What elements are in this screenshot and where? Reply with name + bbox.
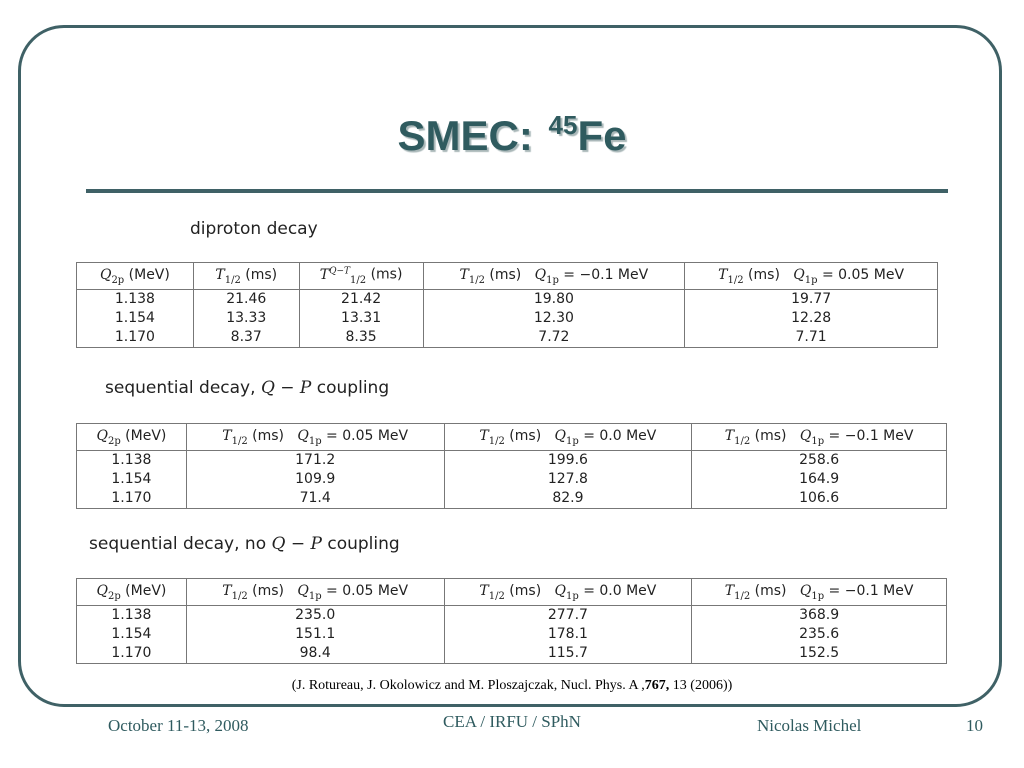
section-label-sequential-no-qp [89,534,400,554]
table-cell: 1.170 [77,489,187,509]
citation-text: (J. Rotureau, J. Okolowicz and M. Ploszajczak, Nucl. Phys. A , [291,678,645,693]
table-cell: 19.80 [423,290,685,310]
table-row [77,489,947,509]
table-header-row [77,424,947,451]
table-cell: 235.6 [692,625,947,644]
table-sequential-no-qp [76,578,947,664]
footer-center-text: CEA / IRFU / SPhN [443,712,581,731]
table-cell: 19.77 [685,290,938,310]
table-cell: 12.30 [423,309,685,328]
header-q1p-00: $T_{1/2}$ (ms) $Q_{1p} = 0.0$ MeV [444,424,692,451]
table-cell: 152.5 [692,644,947,664]
slide-title [0,110,1024,160]
table-cell: 151.1 [186,625,444,644]
header-q1p-005: $T_{1/2}$ (ms) $Q_{1p} = 0.05$ MeV [186,424,444,451]
header-q1p-00: $T_{1/2}$ (ms) $Q_{1p} = 0.0$ MeV [444,579,692,606]
title-element: Fe [577,112,627,159]
section-label-text: diproton decay [190,219,318,239]
table-row [77,644,947,664]
table-cell: 178.1 [444,625,692,644]
header-q2p: $Q_{2p}$ (MeV) [77,424,187,451]
citation-tail: 13 (2006)) [669,678,733,693]
table-row [77,451,947,471]
label-prefix: sequential decay, no [89,534,272,554]
footer-author: Nicolas Michel [757,716,862,735]
header-half-life: $T_{1/2}$ (ms) [193,263,299,290]
table-cell: 1.170 [77,328,194,348]
table-cell: 1.154 [77,470,187,489]
label-suffix: coupling [321,534,400,554]
table-cell: 7.72 [423,328,685,348]
table-cell: 277.7 [444,606,692,626]
table-header-row [77,579,947,606]
label-suffix: coupling [311,378,390,398]
section-label-diproton [190,219,318,239]
header-q1p-005: $T_{1/2}$ (ms) $Q_{1p} = 0.05$ MeV [186,579,444,606]
header-q2p: $Q_{2p}$ (MeV) [77,579,187,606]
table-cell: 7.71 [685,328,938,348]
page-number: 10 [966,716,983,735]
table-cell: 1.138 [77,290,194,310]
header-half-life-qt: $T^{Q-T}_{1/2}$ (ms) [299,263,423,290]
label-math: Q − P [260,378,312,398]
table-cell: 13.31 [299,309,423,328]
table-cell: 199.6 [444,451,692,471]
header-q1p-005: $T_{1/2}$ (ms) $Q_{1p} = 0.05$ MeV [685,263,938,290]
section-label-sequential-qp [105,378,389,398]
table-cell: 106.6 [692,489,947,509]
table-cell: 82.9 [444,489,692,509]
table-cell: 164.9 [692,470,947,489]
table-sequential-qp [76,423,947,509]
table-cell: 12.28 [685,309,938,328]
table-row [77,328,938,348]
header-q1p-neg01: $T_{1/2}$ (ms) $Q_{1p} = -0.1$ MeV [423,263,685,290]
table-cell: 1.154 [77,309,194,328]
citation-volume: 767, [644,678,670,693]
table-cell: 1.138 [77,606,187,626]
header-q1p-neg01: $T_{1/2}$ (ms) $Q_{1p} = -0.1$ MeV [692,579,947,606]
table-cell: 13.33 [193,309,299,328]
title-main: SMEC: [397,112,545,159]
table-cell: 115.7 [444,644,692,664]
table-cell: 98.4 [186,644,444,664]
table-row [77,606,947,626]
label-math: Q − P [271,534,322,554]
title-underline [86,189,948,193]
table-cell: 1.138 [77,451,187,471]
table-cell: 8.37 [193,328,299,348]
title-superscript: 45 [548,110,578,140]
table-cell: 21.42 [299,290,423,310]
table-cell: 21.46 [193,290,299,310]
table-cell: 258.6 [692,451,947,471]
table-cell: 109.9 [186,470,444,489]
table-cell: 1.154 [77,625,187,644]
citation [0,678,1024,694]
table-cell: 1.170 [77,644,187,664]
table-cell: 127.8 [444,470,692,489]
label-prefix: sequential decay, [105,378,261,398]
table-cell: 368.9 [692,606,947,626]
header-q2p: $Q_{2p}$ (MeV) [77,263,194,290]
header-q1p-neg01: $T_{1/2}$ (ms) $Q_{1p} = -0.1$ MeV [692,424,947,451]
table-cell: 235.0 [186,606,444,626]
table-row [77,470,947,489]
footer-center [0,712,1024,732]
table-cell: 171.2 [186,451,444,471]
table-row [77,309,938,328]
table-header-row [77,263,938,290]
footer-date: October 11-13, 2008 [108,716,249,735]
table-cell: 8.35 [299,328,423,348]
table-row [77,625,947,644]
table-diproton [76,262,938,348]
table-cell: 71.4 [186,489,444,509]
table-row [77,290,938,310]
